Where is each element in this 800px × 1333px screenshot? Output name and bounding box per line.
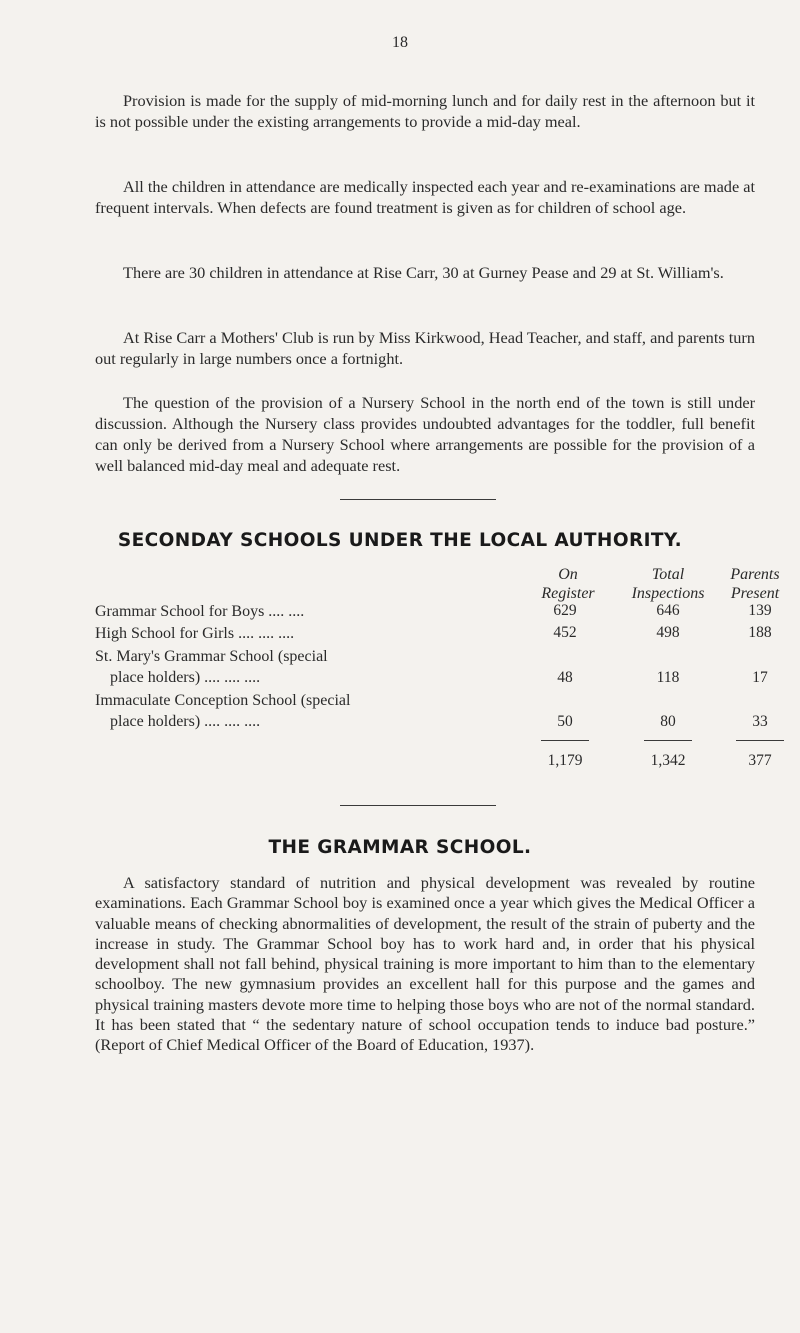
column-header-register: On Register	[541, 566, 595, 602]
table-cell-parents: 17	[752, 669, 768, 686]
column-header-parents: Parents Present	[730, 566, 780, 602]
table-cell-register: 452	[553, 624, 577, 641]
total-rule	[736, 740, 784, 741]
paragraph-lunch: Provision is made for the supply of mid-morning lunch and for daily rest in the afternoon but it is not possible under the existing arrangements to provide a mid-day meal.	[95, 91, 755, 131]
table-cell-inspections: 498	[656, 624, 680, 641]
total-register: 1,179	[547, 752, 583, 769]
paragraph-grammar-school: A satisfactory standard of nutrition and physical development was revealed by routine examinations. Each Grammar School boy is examined once a year which gives the Medical Officer a valuable means of checking abnormalities of development, the result of the strain of puberty and the increase in study. The Grammar School boy has to work hard and, in order that his physical development shall not fall behind, physical training is more important to him than to the elementary schoolboy. The new gymnasium provides an excellent hall for this purpose and the games and physical training masters devote more time to helping those boys who are not of the normal standard. It has been stated that “ the sedentary nature of school occupation tends to induce bad posture.” (Report of Chief Medical Officer of the Board of Education, 1937).	[95, 873, 755, 1055]
table-cell-inspections: 80	[660, 713, 676, 730]
table-cell-register: 629	[553, 602, 577, 619]
table-row-label: Grammar School for Boys .... ....	[95, 603, 305, 620]
paragraph-medical-inspection: All the children in attendance are medically inspected each year and re-examinations are made at frequent intervals. When defects are found treatment is given as for children of school age.	[95, 177, 755, 217]
table-cell-inspections: 646	[656, 602, 680, 619]
paragraph-attendance: There are 30 children in attendance at Rise Carr, 30 at Gurney Pease and 29 at St. William's.	[123, 263, 724, 282]
paragraph-nursery-school: The question of the provision of a Nursery School in the north end of the town is still under discussion. Although the Nursery class provides undoubted advantages for the toddler, full benefit can only be derived from a Nursery School where arrangements are possible for the provision of a well balanced mid-day meal and adequate rest.	[95, 393, 755, 475]
total-rule	[541, 740, 589, 741]
table-cell-register: 50	[557, 713, 573, 730]
table-cell-parents: 188	[748, 624, 772, 641]
grammar-school-heading: THE GRAMMAR SCHOOL.	[268, 837, 532, 858]
table-row-label: High School for Girls .... .... ....	[95, 625, 295, 642]
table-row-label: Immaculate Conception School (special place holders) .... .... ....	[95, 692, 351, 730]
section-divider	[340, 805, 496, 806]
total-parents: 377	[748, 752, 772, 769]
total-rule	[644, 740, 692, 741]
table-row-label: St. Mary's Grammar School (special place holders) .... .... ....	[95, 648, 328, 686]
section-divider	[340, 499, 496, 500]
secondary-schools-heading: SECONDAY SCHOOLS UNDER THE LOCAL AUTHORITY.	[117, 530, 683, 551]
paragraph-mothers-club: At Rise Carr a Mothers' Club is run by Miss Kirkwood, Head Teacher, and staff, and parents turn out regularly in large numbers once a fortnight.	[95, 328, 755, 368]
page-number: 18	[392, 34, 408, 51]
table-cell-parents: 33	[752, 713, 768, 730]
total-inspections: 1,342	[650, 752, 686, 769]
column-header-inspections: Total Inspections	[631, 566, 705, 602]
table-cell-register: 48	[557, 669, 573, 686]
table-cell-parents: 139	[748, 602, 772, 619]
table-cell-inspections: 118	[656, 669, 680, 686]
